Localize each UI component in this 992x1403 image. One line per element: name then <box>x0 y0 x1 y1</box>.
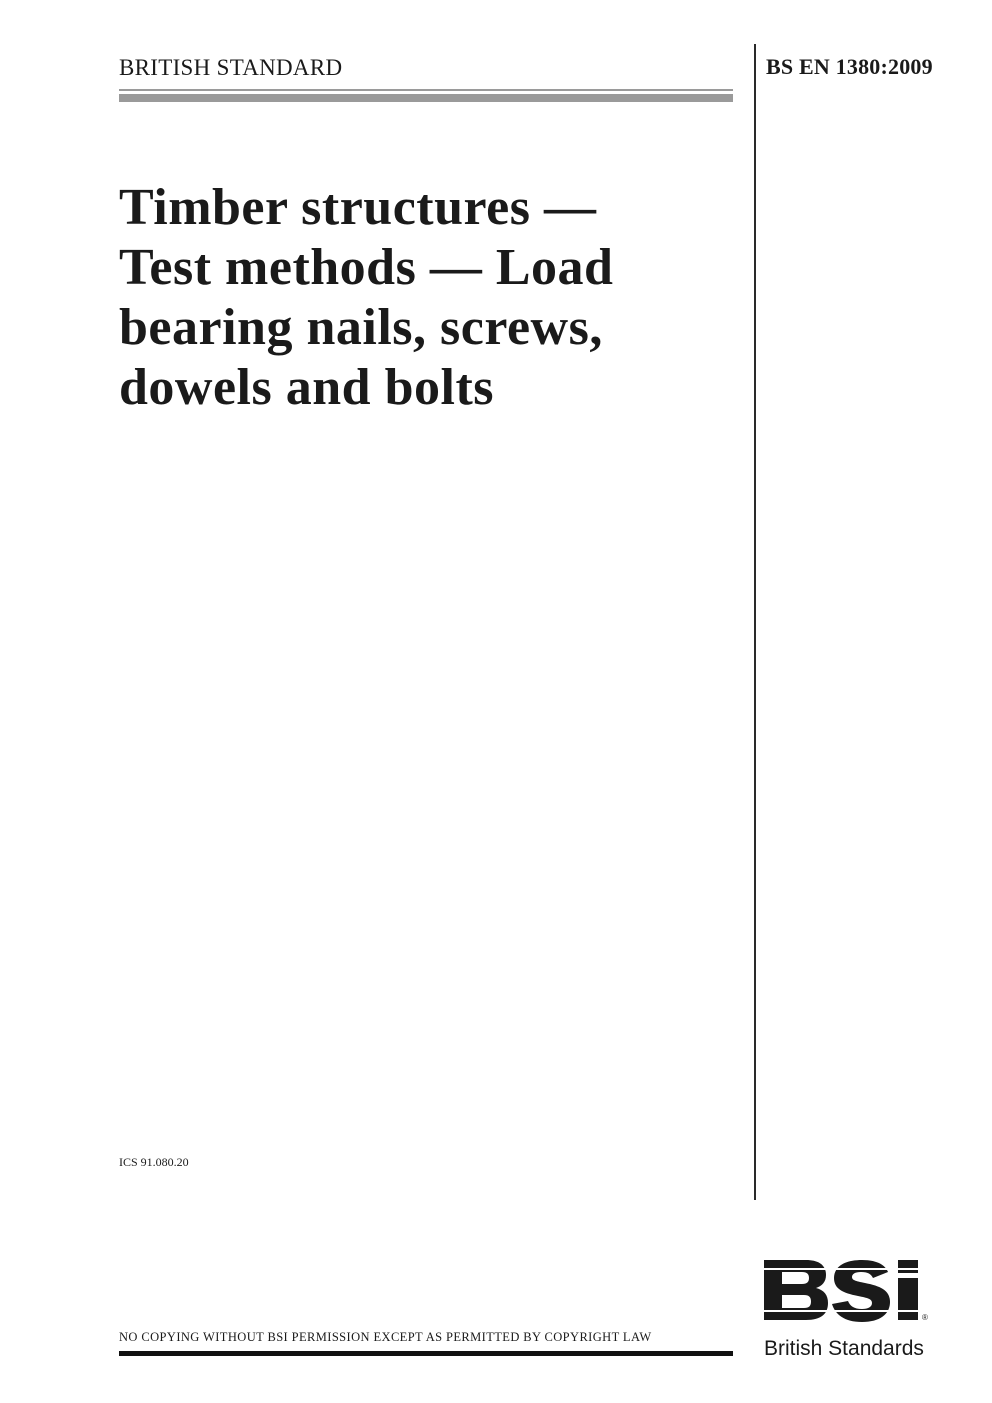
bsi-logo <box>764 1258 936 1322</box>
document-title <box>119 178 739 418</box>
footer-rule <box>119 1351 733 1356</box>
ics-code: ICS 91.080.20 <box>119 1155 189 1169</box>
title-line: Timber structures — <box>119 179 597 236</box>
vertical-divider <box>754 44 756 1200</box>
registered-mark: ® <box>922 1313 928 1322</box>
title-line: dowels and bolts <box>119 359 494 416</box>
copyright-notice: NO COPYING WITHOUT BSI PERMISSION EXCEPT AS PERMITTED BY COPYRIGHT LAW <box>119 1330 652 1344</box>
bsi-tagline: British Standards <box>764 1337 924 1360</box>
title-line: Test methods — Load <box>119 239 614 296</box>
standard-number: BS EN 1380:2009 <box>766 54 933 79</box>
header-rule-thick <box>119 94 733 102</box>
document-series-label: BRITISH STANDARD <box>119 55 343 80</box>
header-rule-thin <box>119 89 733 91</box>
title-line: bearing nails, screws, <box>119 299 603 356</box>
